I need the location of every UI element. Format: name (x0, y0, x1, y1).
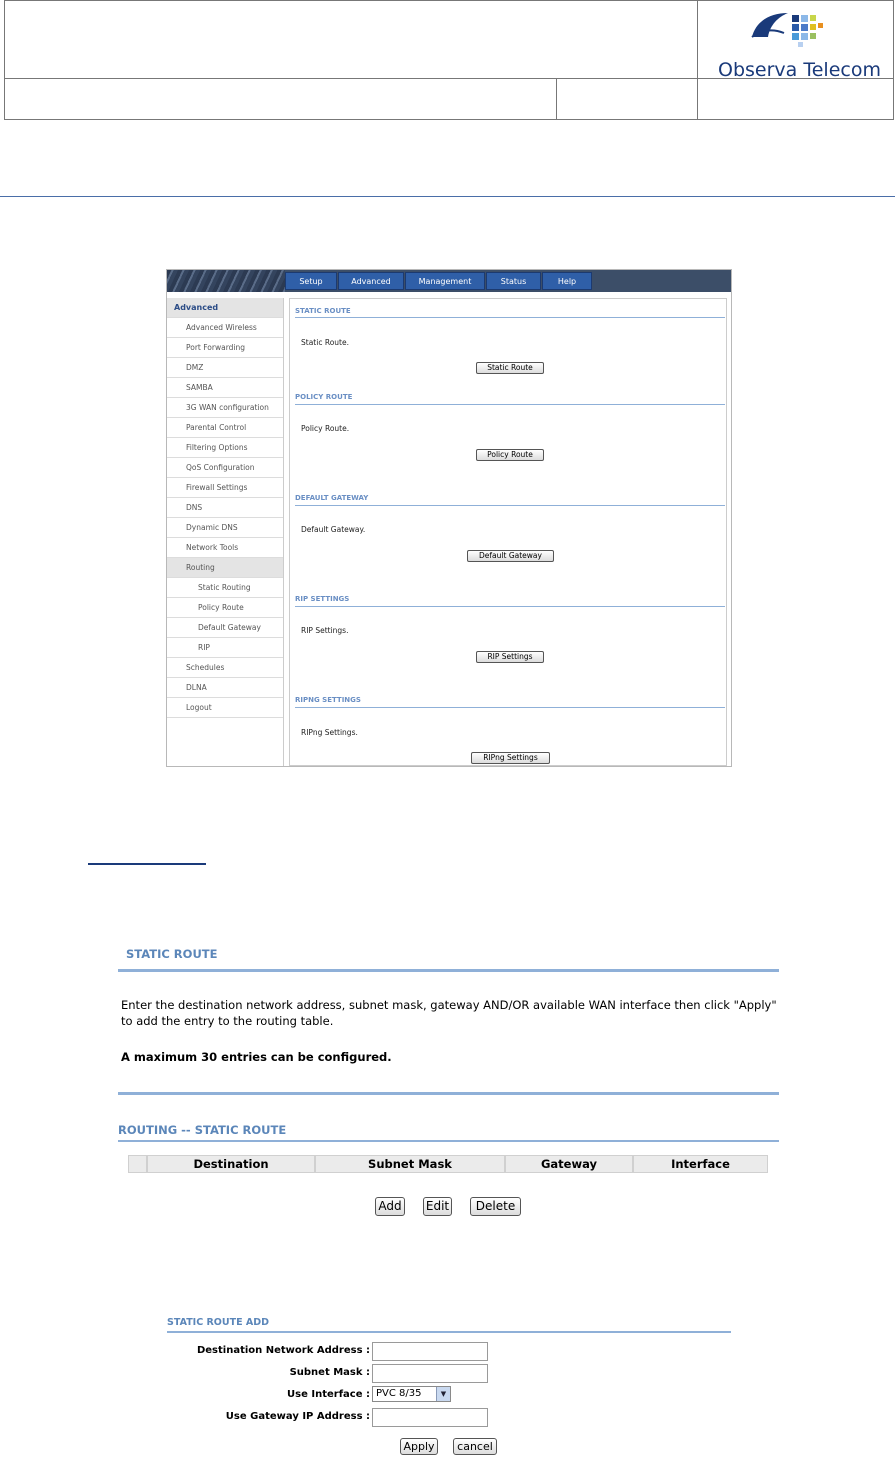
section-text-ripng-settings: RIPng Settings. (301, 728, 358, 737)
sidebar-item-advanced-wireless[interactable]: Advanced Wireless (167, 318, 283, 338)
sidebar-item-rip[interactable]: RIP (167, 638, 283, 658)
section-title-policy-route: POLICY ROUTE (295, 393, 353, 401)
section-text-static-route: Static Route. (301, 338, 349, 347)
ripng-settings-button[interactable]: RIPng Settings (471, 752, 550, 764)
default-gateway-button[interactable]: Default Gateway (467, 550, 554, 562)
tab-status[interactable]: Status (486, 272, 541, 290)
sidebar-item-dns[interactable]: DNS (167, 498, 283, 518)
cancel-button[interactable]: cancel (453, 1438, 497, 1455)
doc-header-cell-logo (697, 0, 894, 79)
router-screenshot (166, 269, 732, 767)
doc-header-cell-bottom-2 (556, 78, 698, 120)
table-header-destination: Destination (147, 1155, 315, 1173)
sidebar-item-firewall[interactable]: Firewall Settings (167, 478, 283, 498)
section-rule (295, 317, 725, 318)
subnet-mask-label: Subnet Mask : (289, 1367, 370, 1378)
sidebar-item-routing[interactable]: Routing (167, 558, 283, 578)
banner-texture (167, 270, 285, 292)
section-title-ripng-settings: RIPNG SETTINGS (295, 696, 361, 704)
logo-text: Observa Telecom (718, 59, 881, 81)
logo-icon (748, 7, 838, 49)
sidebar-item-policy-route[interactable]: Policy Route (167, 598, 283, 618)
static-route-description: Enter the destination network address, subnet mask, gateway AND/OR available WAN interface then click "Apply" to add the entry to the routing table. (121, 998, 777, 1028)
static-route-add-title: STATIC ROUTE ADD (167, 1317, 269, 1328)
destination-input[interactable] (372, 1342, 488, 1361)
doc-header-cell-bottom-1 (4, 78, 557, 120)
section-text-policy-route: Policy Route. (301, 424, 350, 433)
policy-route-button[interactable]: Policy Route (476, 449, 544, 461)
tab-management[interactable]: Management (405, 272, 485, 290)
routing-table-rule (118, 1140, 779, 1142)
static-route-add-rule (167, 1331, 731, 1333)
routing-table-title: ROUTING -- STATIC ROUTE (118, 1123, 287, 1137)
sidebar-item-samba[interactable]: SAMBA (167, 378, 283, 398)
static-route-button[interactable]: Static Route (476, 362, 544, 374)
static-route-rule-top (118, 969, 779, 972)
table-header-gateway: Gateway (505, 1155, 633, 1173)
sidebar-item-static-routing[interactable]: Static Routing (167, 578, 283, 598)
sidebar-item-dlna[interactable]: DLNA (167, 678, 283, 698)
rip-settings-button[interactable]: RIP Settings (476, 651, 544, 663)
doc-header-cell-bottom-3 (697, 78, 894, 120)
gateway-ip-label: Use Gateway IP Address : (225, 1411, 370, 1422)
section-rule (295, 404, 725, 405)
max-entries-note: A maximum 30 entries can be configured. (121, 1050, 392, 1064)
table-header-interface: Interface (633, 1155, 768, 1173)
tab-advanced[interactable]: Advanced (338, 272, 404, 290)
apply-button[interactable]: Apply (400, 1438, 438, 1455)
tab-setup[interactable]: Setup (285, 272, 337, 290)
chevron-down-icon[interactable]: ▼ (436, 1387, 450, 1401)
sidebar-item-qos[interactable]: QoS Configuration (167, 458, 283, 478)
table-header-subnet-mask: Subnet Mask (315, 1155, 505, 1173)
use-interface-value: PVC 8/35 (376, 1388, 422, 1399)
sidebar-item-port-forwarding[interactable]: Port Forwarding (167, 338, 283, 358)
sidebar-item-logout[interactable]: Logout (167, 698, 283, 718)
heading-underline (88, 863, 206, 865)
section-text-rip-settings: RIP Settings. (301, 626, 349, 635)
sidebar-title: Advanced (167, 298, 283, 318)
section-rule (295, 707, 725, 708)
section-title-rip-settings: RIP SETTINGS (295, 595, 350, 603)
section-title-default-gateway: DEFAULT GATEWAY (295, 494, 369, 502)
use-interface-select[interactable] (372, 1386, 451, 1402)
sidebar-item-schedules[interactable]: Schedules (167, 658, 283, 678)
sidebar-item-dynamic-dns[interactable]: Dynamic DNS (167, 518, 283, 538)
content-panel (289, 298, 727, 766)
doc-header-cell-main (4, 0, 698, 79)
sidebar-item-filtering-options[interactable]: Filtering Options (167, 438, 283, 458)
top-nav-bar (167, 270, 731, 292)
use-interface-label: Use Interface : (287, 1389, 370, 1400)
header-divider (0, 196, 895, 197)
section-rule (295, 606, 725, 607)
sidebar-item-network-tools[interactable]: Network Tools (167, 538, 283, 558)
section-title-static-route: STATIC ROUTE (295, 307, 351, 315)
table-header-select (128, 1155, 147, 1173)
section-rule (295, 505, 725, 506)
sidebar (167, 298, 284, 766)
sidebar-item-dmz[interactable]: DMZ (167, 358, 283, 378)
gateway-ip-input[interactable] (372, 1408, 488, 1427)
sidebar-item-default-gateway[interactable]: Default Gateway (167, 618, 283, 638)
sidebar-item-parental-control[interactable]: Parental Control (167, 418, 283, 438)
section-text-default-gateway: Default Gateway. (301, 525, 366, 534)
edit-button[interactable]: Edit (423, 1197, 452, 1216)
subnet-mask-input[interactable] (372, 1364, 488, 1383)
add-button[interactable]: Add (375, 1197, 405, 1216)
tab-help[interactable]: Help (542, 272, 592, 290)
sidebar-item-3g-wan[interactable]: 3G WAN configuration (167, 398, 283, 418)
destination-label: Destination Network Address : (196, 1345, 370, 1356)
static-route-rule-bottom (118, 1092, 779, 1095)
delete-button[interactable]: Delete (470, 1197, 521, 1216)
static-route-title: STATIC ROUTE (126, 947, 218, 961)
